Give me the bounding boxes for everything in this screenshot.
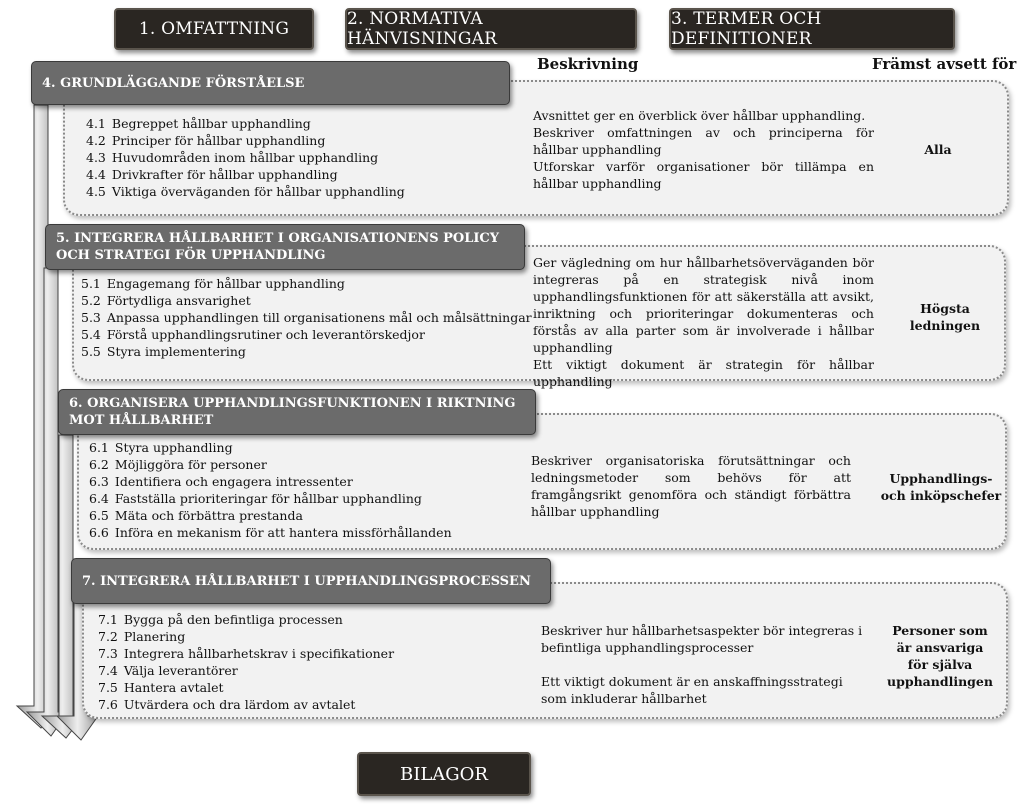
list-item[interactable]: 4.4 Drivkrafter för hållbar upphandling: [86, 167, 338, 182]
section-6-description: Beskriver organisatoriska förutsättningar och ledningsmetoder som behövs för att framgångsrikt genomföra och ständigt förbättra hållbar upphandling: [531, 453, 851, 519]
section-5-items: [81, 275, 532, 360]
list-item[interactable]: 5.1 Engagemang för hållbar upphandling: [81, 276, 345, 291]
list-item[interactable]: 7.4 Välja leverantörer: [98, 663, 238, 678]
list-item[interactable]: 4.5 Viktiga överväganden för hållbar upphandling: [86, 184, 405, 199]
section-7-header[interactable]: 7. INTEGRERA HÅLLBARHET I UPPHANDLINGSPROCESSEN: [71, 558, 551, 604]
column-header-description: Beskrivning: [537, 55, 639, 73]
list-item[interactable]: 5.5 Styra implementering: [81, 344, 246, 359]
list-item[interactable]: 5.3 Anpassa upphandlingen till organisationens mål och målsättningar: [81, 310, 532, 325]
column-header-audience: Främst avsett för: [872, 55, 1017, 73]
list-item[interactable]: 5.4 Förstå upphandlingsrutiner och leverantörskedjor: [81, 327, 425, 342]
section-5-header[interactable]: 5. INTEGRERA HÅLLBARHET I ORGANISATIONENS POLICY OCH STRATEGI FÖR UPPHANDLING: [45, 224, 525, 270]
list-item[interactable]: 6.1 Styra upphandling: [89, 440, 233, 455]
bilagor-button[interactable]: BILAGOR: [357, 752, 531, 796]
section-4-description: Avsnittet ger en överblick över hållbar upphandling. Beskriver omfattningen av och principerna för hållbar upphandling Utforskar varför organisationer bör tillämpa en hållbar upphandling: [533, 108, 874, 191]
list-item[interactable]: 6.2 Möjliggöra för personer: [89, 457, 267, 472]
section-4-audience: Alla: [924, 142, 952, 157]
section-4-header[interactable]: 4. GRUNDLÄGGANDE FÖRSTÅELSE: [31, 61, 510, 105]
section-7-audience: Personer som är ansvariga för själva upphandlingen: [887, 623, 993, 689]
list-item[interactable]: 7.1 Bygga på den befintliga processen: [98, 612, 343, 627]
section-4-items: [86, 115, 405, 200]
top-button-omfattning[interactable]: 1. OMFATTNING: [114, 8, 314, 50]
list-item[interactable]: 5.2 Förtydliga ansvarighet: [81, 293, 251, 308]
section-6-header[interactable]: 6. ORGANISERA UPPHANDLINGSFUNKTIONEN I RIKTNING MOT HÅLLBARHET: [58, 389, 536, 435]
list-item[interactable]: 6.5 Mäta och förbättra prestanda: [89, 508, 303, 523]
section-5-audience: Högsta ledningen: [909, 301, 981, 333]
top-button-termer[interactable]: 3. TERMER OCH DEFINITIONER: [669, 8, 955, 50]
list-item[interactable]: 4.1 Begreppet hållbar upphandling: [86, 116, 311, 131]
list-item[interactable]: 4.2 Principer för hållbar upphandling: [86, 133, 326, 148]
section-7-description: Beskriver hur hållbarhetsaspekter bör integreras i befintliga upphandlingsprocesser Ett viktigt dokument är en anskaffningsstrategi som inkluderar hållbarhet: [541, 623, 863, 706]
list-item[interactable]: 7.6 Utvärdera och dra lärdom av avtalet: [98, 697, 356, 712]
list-item[interactable]: 7.2 Planering: [98, 629, 186, 644]
section-6-items: [89, 439, 452, 541]
top-button-normativa[interactable]: 2. NORMATIVA HÄNVISNINGAR: [345, 8, 637, 50]
section-6-audience: Upphandlings- och inköpschefer: [880, 471, 1002, 503]
list-item[interactable]: 4.3 Huvudområden inom hållbar upphandling: [86, 150, 379, 165]
list-item[interactable]: 7.3 Integrera hållbarhetskrav i specifikationer: [98, 646, 395, 661]
list-item[interactable]: 7.5 Hantera avtalet: [98, 680, 224, 695]
section-5-description: Ger vägledning om hur hållbarhetsöverväganden bör integreras på en strategisk nivå inom upphandlingsfunktionen för att säkerställa att avsikt, inriktning och prioriteringar dokumenteras och förstås av alla parter som är involverade i hållbar upphandling Ett viktigt dokument är strategin för hållbar upphandling: [533, 255, 874, 389]
section-7-items: [98, 611, 394, 713]
list-item[interactable]: 6.4 Fastställa prioriteringar för hållbar upphandling: [89, 491, 422, 506]
list-item[interactable]: 6.6 Införa en mekanism för att hantera missförhållanden: [89, 525, 452, 540]
list-item[interactable]: 6.3 Identifiera och engagera intressenter: [89, 474, 353, 489]
